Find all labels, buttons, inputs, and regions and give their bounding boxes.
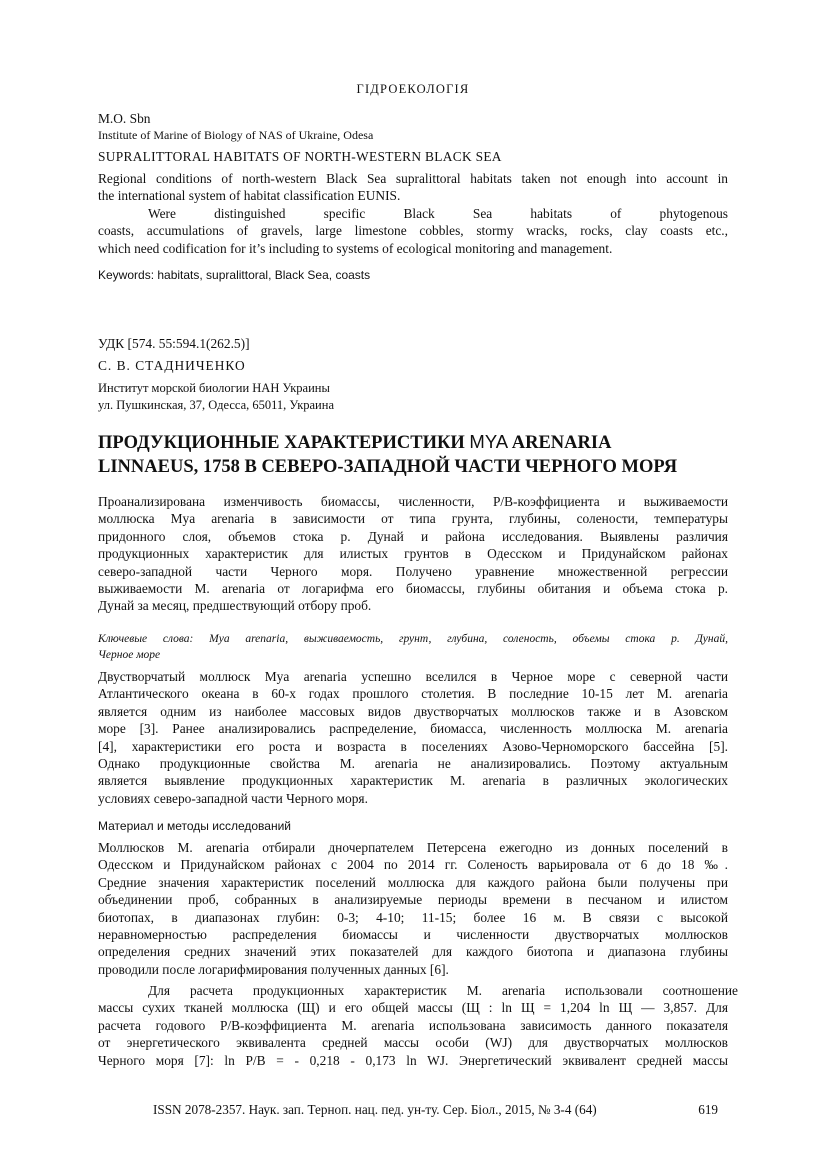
article-title [98,430,677,479]
keywords-line: Ключевые слова: Mya arenaria, выживаемость, грунт, глубина, соленость, объемы стока р. Дунай, [98,633,728,645]
intro-line: море [3]. Ранее анализировались распределение, биомасса, численность моллюска M. arenaria [98,721,728,737]
methods2-line: Черного моря [7]: ln P/B = - 0,218 - 0,173 ln WJ. Энергетический эквивалент средней массы [98,1052,728,1068]
section-header: ГІДРОЕКОЛОГІЯ [356,82,470,96]
methods-line: неравномерностью распределения биомассы и численности двустворчатых моллюсков [98,927,728,943]
abstract-line: северо-западной части Черного моря. Получено уравнение множественной регрессии [98,563,728,579]
methods2-line: массы сухих тканей моллюска (Щ) и его общей массы (Щ : ln Щ = 1,204 ln Щ — 3,857. Для [98,1000,728,1016]
intro-line: [4], характеристики его роста и возраста в поселениях Азово-Черноморского бассейна [5]. [98,738,728,754]
abstract-line: Проанализирована изменчивость биомассы, численности, Р/В-коэффициента и выживаемости [98,494,728,509]
intro-line: Двустворчатый моллюск Mya arenaria успешно вселился в Черное море с северной части [98,669,728,684]
journal-citation: ISSN 2078-2357. Наук. зап. Терноп. нац. пед. ун-ту. Сер. Біол., 2015, № 3-4 (64) [153,1102,597,1117]
introduction [98,668,728,807]
abstract-line: Дунай за месяц, предшествующий отбору проб. [98,598,372,614]
methods-line: Моллюсков M. arenaria отбирали дночерпателем Петерсена ежегодно из донных поселений в [98,840,728,855]
methods-paragraph [98,839,728,978]
intro-line: Однако продукционные свойства M. arenaria не анализировались. Поэтому актуальным [98,756,728,772]
english-abstract-line: Were distinguished specific Black Sea habitats of phytogenous [148,205,728,221]
methods2-line: от энергетического эквивалента средней массы особи (WJ) для двустворчатых моллюсков [98,1035,728,1051]
keywords-line: Черное море [98,649,161,661]
article-title-part: ПРОДУКЦИОННЫЕ ХАРАКТЕРИСТИКИ [98,433,470,453]
russian-author: С. В. СТАДНИЧЕНКО [98,358,246,373]
methods-line: объединении проб, собранных в анализируемые периоды времени в песчаном и илистом [98,892,728,908]
abstract-line: выживаемости M. arenaria от логарифма его биомассы, глубины обитания и объема стока р. [98,581,728,597]
english-abstract-line: which need codification for it’s including to systems of ecological monitoring and management. [98,240,613,256]
page-number: 619 [698,1102,718,1117]
methods-paragraph-2 [98,982,738,1069]
intro-line: является выявление продукционных характеристик M. arenaria в различных экологических [98,773,728,789]
methods-line: Одесском и Придунайском районах с 2004 по 2014 гг. Соленость варьировала от 6 до 18 ‰. [98,857,728,873]
methods-line: Средние значения характеристик поселений моллюска для каждого района были получены при [98,874,728,890]
russian-keywords [98,631,728,663]
abstract-line: придонного слоя, объемов стока р. Дунай и района исследования. Выявлены различия [98,528,728,544]
methods-line: проводили после логарифмирования полученных данных [6]. [98,961,449,977]
english-abstract-line: coasts, accumulations of gravels, large limestone cobbles, stormy wracks, rocks, clay coasts etc., [98,223,728,239]
methods2-line: расчета годового Р/В-коэффициента M. arenaria использована зависимость данного показателя [98,1017,728,1033]
english-abstract-line: the international system of habitat classification EUNIS. [98,188,401,204]
article-title-genus: MYA [469,431,509,452]
methods-heading: Материал и методы исследований [98,819,291,833]
english-author: M.O. Sbn [98,111,151,126]
abstract-line: моллюска Mya arenaria в зависимости от типа грунта, глубины, солености, температуры [98,511,728,527]
methods-line: определения средних значений этих показателей для каждого биотопа и диапазона глубины [98,944,728,960]
article-title-part: LINNAEUS, 1758 В СЕВЕРО-ЗАПАДНОЙ ЧАСТИ ЧЕРНОГО МОРЯ [98,457,678,477]
intro-line: является одним из наиболее массовых видов двустворчатых моллюсков также и в Азовском [98,703,728,719]
english-keywords: Keywords: habitats, supralittoral, Black Sea, coasts [98,268,371,282]
english-title: SUPRALITTORAL HABITATS OF NORTH-WESTERN BLACK SEA [98,149,502,164]
intro-line: условиях северо-западной части Черного моря. [98,790,368,806]
abstract-line: продукционных характеристик для илистых грунтов в Одесском и Придунайском районах [98,546,728,562]
russian-affiliation-2: ул. Пушкинская, 37, Одесса, 65011, Украина [98,398,334,412]
udk: УДК [574. 55:594.1(262.5)] [98,336,250,351]
methods2-line: Для расчета продукционных характеристик M. arenaria использовали соотношение [148,983,738,998]
methods-line: биотопах, в диапазонах глубин: 0-3; 4-10; 11-15; более 16 м. В связи с высокой [98,909,728,925]
english-affiliation: Institute of Marine of Biology of NAS of Ukraine, Odesa [98,128,374,142]
intro-line: Атлантического океана в 60-х годах прошлого столетия. В последние 10-15 лет M. arenaria [98,686,728,702]
russian-abstract [98,493,728,615]
article-title-part: ARENARIA [508,433,612,453]
english-abstract [98,170,728,257]
russian-affiliation-1: Институт морской биологии НАН Украины [98,381,330,395]
english-abstract-line: Regional conditions of north-western Black Sea supralittoral habitats taken not enough into account in [98,171,728,186]
